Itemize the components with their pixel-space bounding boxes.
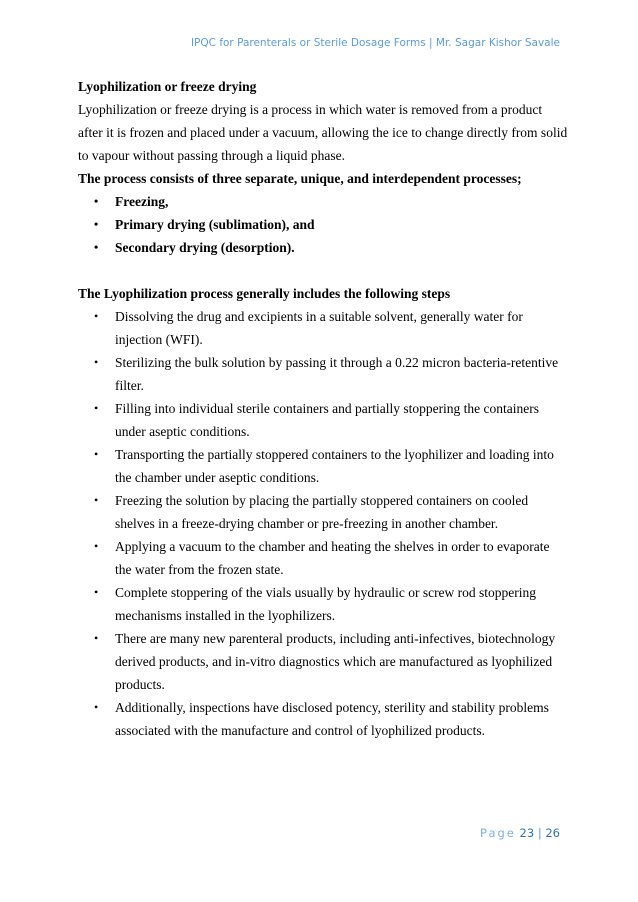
list-item: • Freezing the solution by placing the partially stoppered containers on cooled shelves in a freeze-drying chamber or pre-freezing in another chamber. (78, 489, 568, 535)
list-item: • Applying a vacuum to the chamber and heating the shelves in order to evaporate the water from the frozen state. (78, 535, 568, 581)
section-title-lyophilization: Lyophilization or freeze drying (78, 79, 257, 94)
bullet-icon: • (94, 355, 99, 369)
steps-list (78, 305, 568, 742)
section-title-steps: The Lyophilization process generally includes the following steps (78, 286, 451, 301)
page-content (78, 75, 568, 742)
list-item: • Freezing, (78, 190, 568, 213)
list-item: • Complete stoppering of the vials usually by hydraulic or screw rod stoppering mechanisms installed in the lyophilizers. (78, 581, 568, 627)
list-item: • Primary drying (sublimation), and (78, 213, 568, 236)
processes-heading: The process consists of three separate, unique, and interdependent processes; (78, 171, 522, 186)
lyophilization-definition: Lyophilization or freeze drying is a process in which water is removed from a product after it is frozen and placed under a vacuum, allowing the ice to change directly from solid to vapour without passing through a liquid phase. (78, 102, 568, 163)
page-label: Page (480, 826, 516, 840)
bullet-icon: • (94, 309, 99, 323)
bullet-icon: • (94, 194, 99, 208)
list-item: • Additionally, inspections have disclosed potency, sterility and stability problems associated with the manufacture and control of lyophilized products. (78, 696, 568, 742)
page-separator: | (537, 826, 542, 840)
bullet-icon: • (94, 585, 99, 599)
current-page-number: 23 (519, 826, 535, 840)
bullet-icon: • (94, 631, 99, 645)
page-footer (480, 826, 560, 840)
bullet-icon: • (94, 493, 99, 507)
bullet-icon: • (94, 240, 99, 254)
list-item: • Transporting the partially stoppered containers to the lyophilizer and loading into the chamber under aseptic conditions. (78, 443, 568, 489)
process-list (78, 190, 568, 259)
list-item: • Sterilizing the bulk solution by passing it through a 0.22 micron bacteria-retentive filter. (78, 351, 568, 397)
list-item: • Secondary drying (desorption). (78, 236, 568, 259)
total-pages: 26 (545, 826, 560, 840)
bullet-icon: • (94, 700, 99, 714)
bullet-icon: • (94, 539, 99, 553)
list-item: • Dissolving the drug and excipients in a suitable solvent, generally water for injection (WFI). (78, 305, 568, 351)
paragraph-spacer (78, 259, 568, 282)
list-item: • Filling into individual sterile containers and partially stoppering the containers under aseptic conditions. (78, 397, 568, 443)
bullet-icon: • (94, 401, 99, 415)
bullet-icon: • (94, 217, 99, 231)
bullet-icon: • (94, 447, 99, 461)
list-item: • There are many new parenteral products, including anti-infectives, biotechnology derived products, and in-vitro diagnostics which are manufactured as lyophilized products. (78, 627, 568, 696)
running-header: IPQC for Parenterals or Sterile Dosage Forms | Mr. Sagar Kishor Savale (190, 37, 560, 49)
